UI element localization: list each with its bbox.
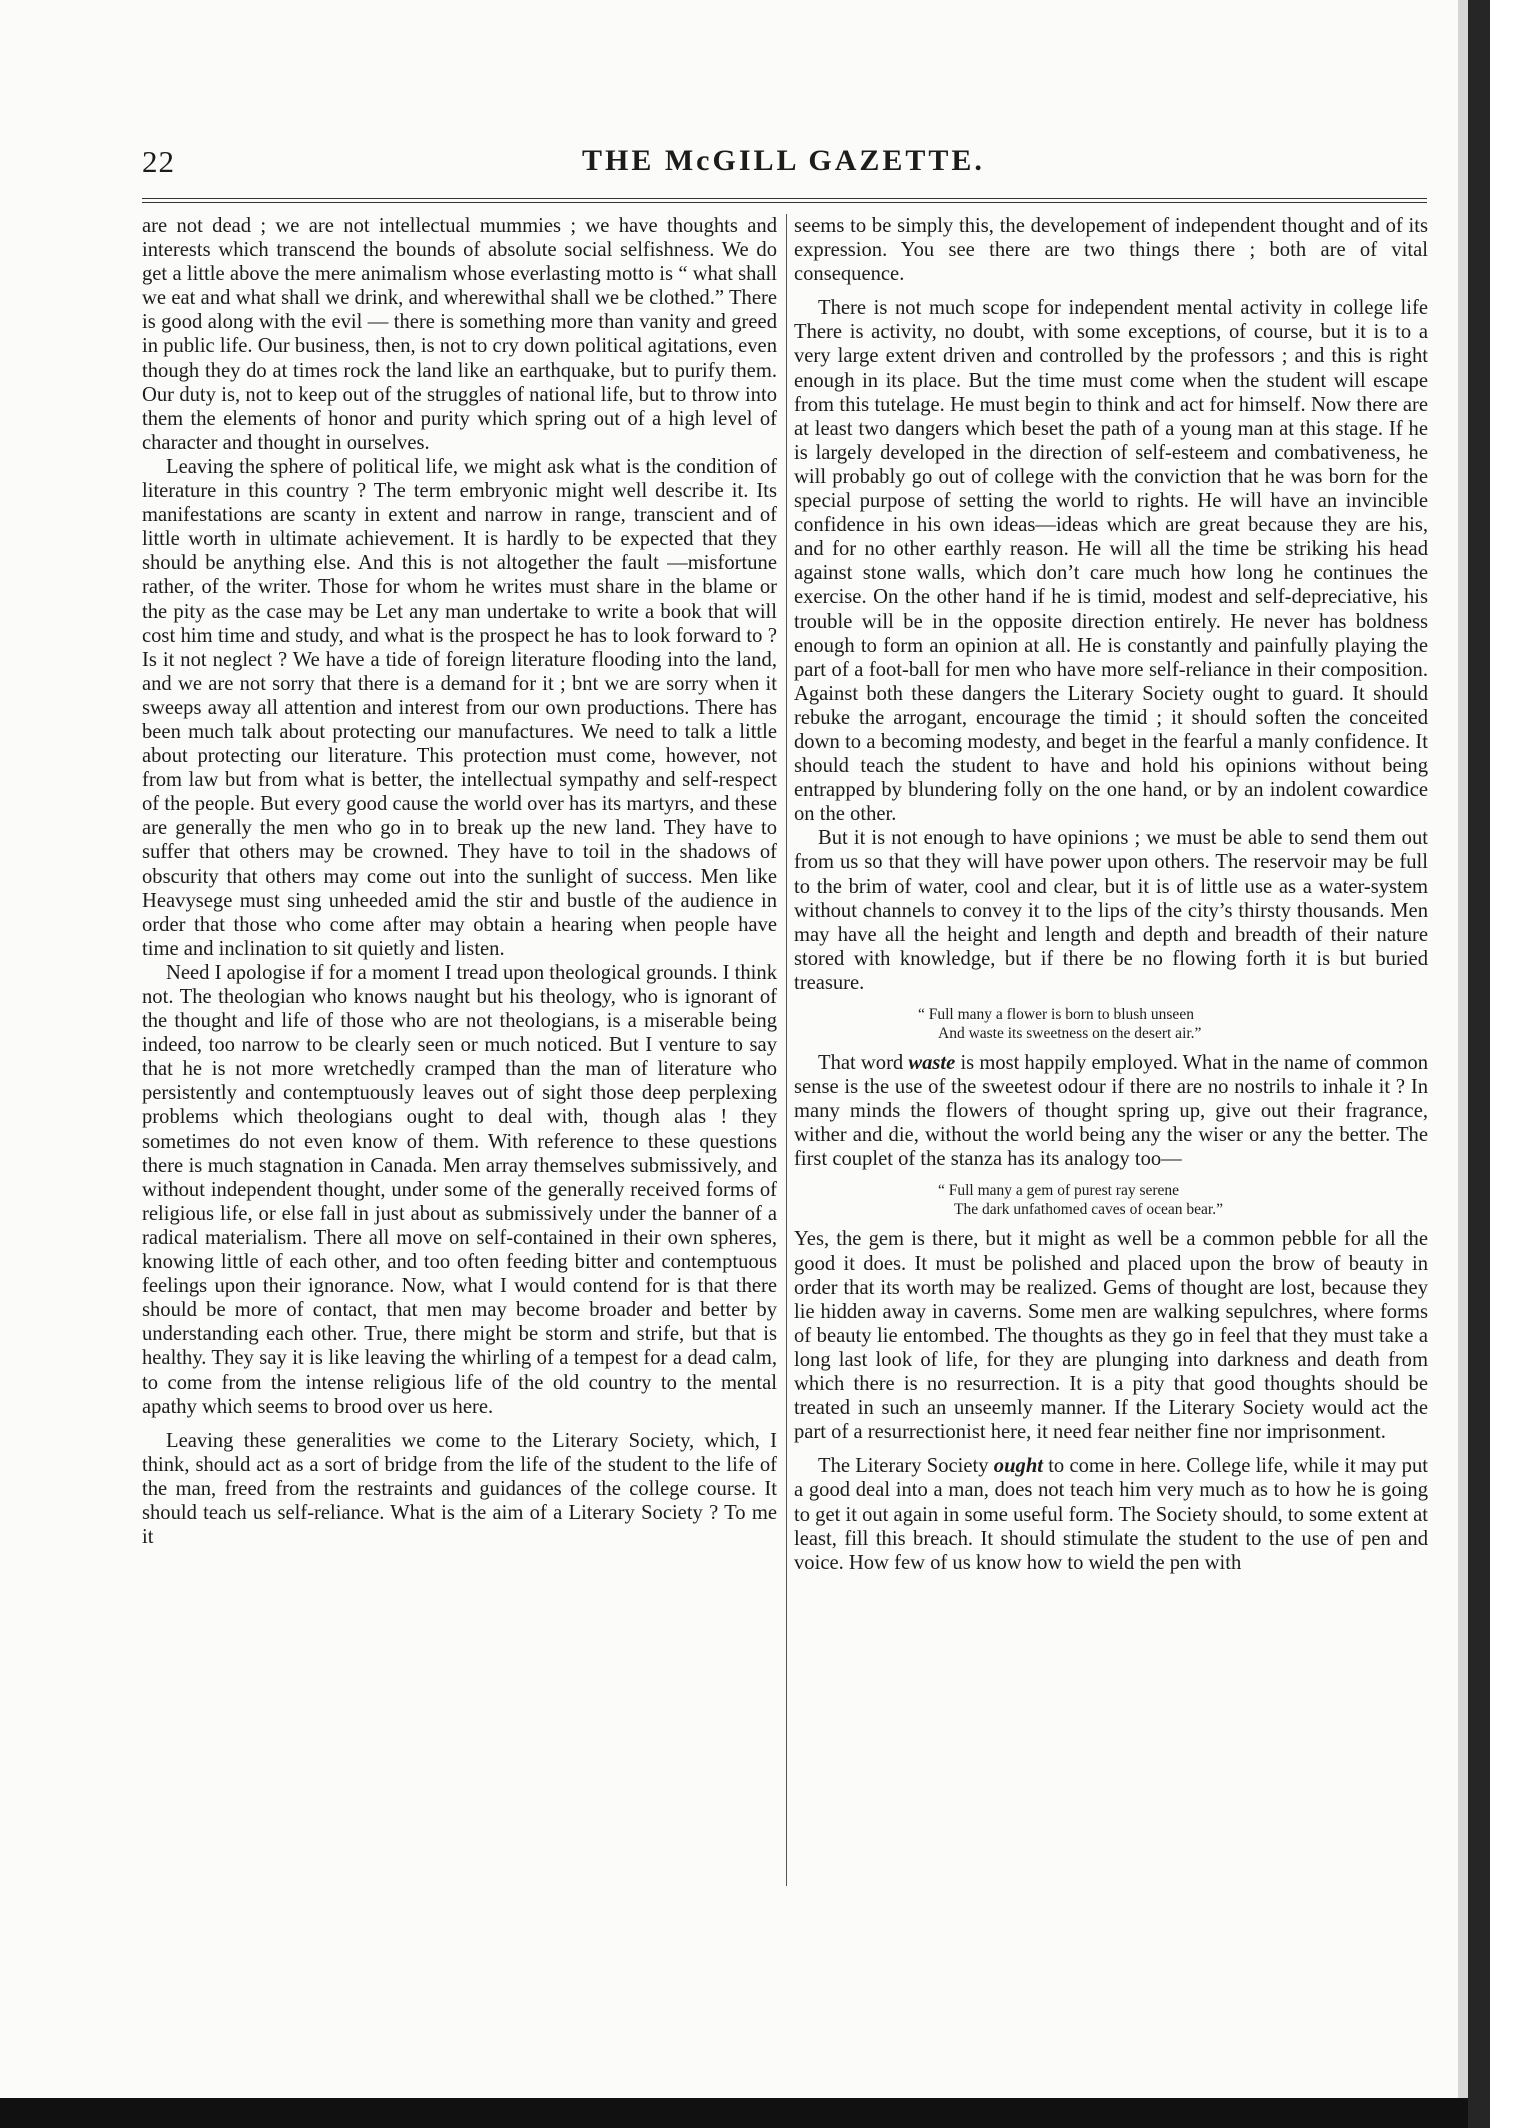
paragraph: But it is not enough to have opinions ; we must be able to send them out from us so that they will have power upon others. The reservoir may be full to the brim of water, cool and clear, but it is of little use as a water-system without channels to convey it to the lips of the city’s thirsty thousands. Men may have all the height and length and depth and breadth of their nature stored with knowledge, but if there be no flowing forth it is but buried treasure. (794, 827, 1428, 994)
text-run: to come in here. College life, while it may put a good deal into a man, does not teach him very much as to how he is going to get it out again in some useful form. The Society should, to some extent at least, fill this breach. It should stimulate the student to the use of pen and voice. How few of us know how to wield the pen with (794, 1455, 1428, 1574)
emphasis-word: ought (993, 1455, 1043, 1478)
verse-line: And waste its sweetness on the desert air.” (938, 1025, 1202, 1042)
right-column (794, 214, 1428, 1575)
paragraph: Leaving the sphere of political life, we might ask what is the condition of literature in this country ? The term embryonic might well describe it. Its manifestations are scanty in extent and narrow in range, transcient and of little worth in ultimate achievement. It is hardly to be expected that they should be anything else. And this is not altogether the fault —misfortune rather, of the writer. Those for whom he writes must share in the blame or the pity as the case may be Let any man undertake to write a book that will cost him time and study, and what is the prospect he has to look forward to ? Is it not neglect ? We have a tide of foreign literature flooding into the land, and we are not sorry that there is a demand for it ; bnt we are sorry when it sweeps away all attention and interest from our own productions. There has been much talk about protecting our manufactures. We need to talk a little about protecting our literature. This protection must come, however, not from law but from what is better, the intellectual sympathy and self-respect of the people. But every good cause the world over has its martyrs, and these are generally the men who go in to break up the new land. They have to suffer that others may be crowned. They have to toil in the shadows of obscurity that others may come out into the sunlight of success. Men like Heavysege must sing unheeded amid the stir and bustle of the audience in order that those who come after may obtain a hearing when people have time and inclination to sit quietly and listen. (142, 455, 777, 960)
paragraph: seems to be simply this, the developement of independent thought and of its expression. You see there are two things there ; both are of vital consequence. (794, 215, 1428, 286)
verse-quote (794, 1181, 1428, 1219)
left-column (142, 214, 777, 1549)
text-run: The Literary Society (818, 1455, 994, 1478)
emphasis-word: waste (908, 1052, 956, 1074)
scan-margin (1490, 0, 1520, 2128)
page-header (142, 142, 1427, 192)
paragraph: Need I apologise if for a moment I tread upon theological grounds. I think not. The theologian who knows naught but his theology, who is ignorant of the thought and life of those who are not theologians, is a miserable being indeed, too narrow to be clearly seen or much noticed. But I venture to say that he is not more wretchedly cramped than the man of literature who persistently and contemptuously leaves out of sight those deep perplexing problems which theologians ought to deal with, though alas ! they sometimes do not even know of them. With reference to these questions there is much stagnation in Canada. Men array themselves submissively, and without independent thought, under some of the generally received forms of religious life, or else fall in just about as submissively under the banner of a radical materialism. There all move on self-contained in their own spheres, knowing little of each other, and too often feeding bitter and contemptuous feelings upon their ignorance. Now, what I would contend for is that there should be more of contact, that men may become broader and better by understanding each other. True, there might be storm and strife, but that is healthy. They say it is like leaving the whirling of a tempest for a dead calm, to come from the intense religious life of the old country to the mental apathy which seems to brood over us here. (142, 961, 777, 1418)
verse-line: “ Full many a flower is born to blush unseen (918, 1006, 1194, 1023)
text-run: is most happily employed. What in the name of common sense is the use of the sweetest odour if there are no nostrils to inhale it ? In many minds the flowers of thought spring up, give out their fragrance, wither and die, without the world being any the wiser or any the better. The first couplet of the stanza has its analogy too— (794, 1052, 1428, 1171)
text-run: That word (818, 1052, 909, 1074)
scan-border-bottom (0, 2098, 1468, 2128)
scan-border-right (1468, 0, 1490, 2128)
column-divider (786, 214, 787, 1886)
paragraph: are not dead ; we are not intellectual mummies ; we have thoughts and interests which transcend the bounds of absolute social selfishness. We do get a little above the mere animalism whose everlasting motto is “ what shall we eat and what shall we drink, and wherewithal shall we be clothed.” There is good along with the evil — there is something more than vanity and greed in public life. Our business, then, is not to cry down political agitations, even though they do at times rock the land like an earthquake, but to purify them. Our duty is, not to keep out of the struggles of national life, but to throw into them the elements of honor and purity which spring out of a high level of character and thought in ourselves. (142, 215, 777, 454)
masthead-title: THE McGILL GAZETTE. (582, 144, 985, 177)
header-rule (142, 198, 1427, 203)
page-number: 22 (142, 144, 175, 179)
paragraph (794, 1454, 1428, 1574)
verse-line: The dark unfathomed caves of ocean bear.” (954, 1201, 1223, 1219)
verse-line: “ Full many a gem of purest ray serene (938, 1182, 1180, 1200)
paragraph: There is not much scope for independent mental activity in college life There is activity, no doubt, with some exceptions, of course, but it is to a very large extent driven and controlled by the professors ; and this is right enough in its place. But the time must come when the student will escape from this tutelage. He must begin to think and act for himself. Now there are at least two dangers which beset the path of a young man at this stage. If he is largely developed in the direction of self-esteem and combativeness, he will probably go out of college with the conviction that he was born for the special purpose of setting the world to rights. He will have an invincible confidence in his own ideas—ideas which are great because they are his, and for no other earthly reason. He will all the time be striking his head against stone walls, which don’t care much how long he continues the exercise. On the other hand if he is timid, modest and self-depreciative, his trouble will be in the opposite direction entirely. He never has boldness enough to form an opinion at all. He is constantly and painfully playing the part of a foot-ball for men who have more self-reliance in their composition. Against both these dangers the Literary Society ought to guard. It should rebuke the arrogant, encourage the timid ; it should soften the conceited down to a becoming modesty, and beget in the fearful a manly confidence. It should teach the student to have and hold his opinions without being entrapped by blundering folly on the one hand, or by an indolent cowardice on the other. (794, 297, 1428, 826)
verse-quote (794, 1005, 1428, 1043)
paragraph: Leaving these generalities we come to the Literary Society, which, I think, should act as a sort of bridge from the life of the student to the life of the man, freed from the restraints and guidances of the college course. It should teach us self-reliance. What is the aim of a Literary Society ? To me it (142, 1429, 777, 1549)
paragraph (794, 1051, 1428, 1171)
page-edge-shadow (1458, 0, 1468, 2128)
paragraph: Yes, the gem is there, but it might as well be a common pebble for all the good it does. It must be polished and placed upon the brow of beauty in order that its worth may be realized. Gems of thought are lost, because they lie hidden away in caverns. Some men are walking sepulchres, where forms of beauty lie entombed. The thoughts as they go in feel that they must take a long last look of life, for they are plunging into darkness and death from which there is no resurrection. It is a pity that good thoughts should be treated in such an unseemly manner. If the Literary Society would act the part of a resurrectionist here, it need fear neither fine nor imprisonment. (794, 1228, 1428, 1444)
